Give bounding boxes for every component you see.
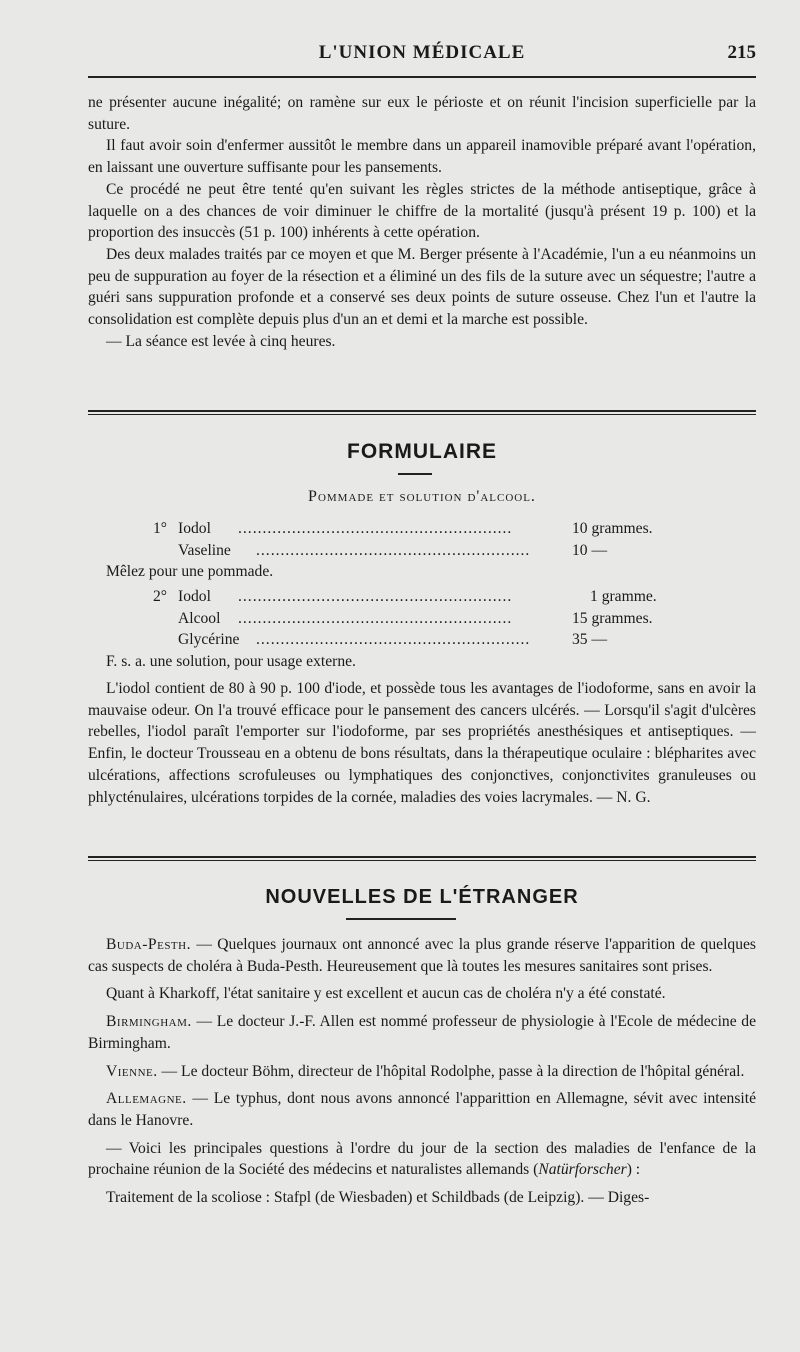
ingredient-name: Iodol — [178, 520, 211, 537]
news-place: Allemagne. — [106, 1090, 187, 1108]
news-text: — Quelques journaux ont annoncé avec la plus grande réserve l'apparition de quelques cas suspects de choléra à Buda-Pesth. Heureusement que là toutes les mesures sanitaires sont prises. — [88, 936, 756, 975]
news-text: — Le docteur Böhm, directeur de l'hôpital Rodolphe, passe à la direction de l'hôpital général. — [157, 1062, 745, 1080]
dot-leader: ........................................................ — [238, 588, 513, 605]
recipe-line — [88, 540, 756, 562]
news-place: Buda-Pesth. — [106, 936, 191, 953]
recipe-line — [88, 629, 756, 651]
news-term: Natürforscher — [538, 1161, 627, 1179]
ingredient-quantity: 15 grammes. — [572, 609, 653, 627]
dot-leader: ........................................................ — [238, 609, 513, 627]
recipe-instruction: Mêlez pour une pommade. — [106, 563, 274, 581]
recipe-pommade — [88, 518, 756, 583]
nouvelles-heading-underline — [346, 918, 456, 920]
page-header — [88, 42, 756, 72]
running-title: L'UNION MÉDICALE — [318, 42, 526, 63]
news-text: — Voici les principales questions à l'ordre du jour de la section des maladies de l'enfance de la prochaine réunion de la Société des médecins et naturalistes allemands ( — [88, 1139, 756, 1179]
page-number: 215 — [727, 42, 756, 63]
news-text: Quant à Kharkoff, l'état sanitaire y est excellent et aucun cas de choléra n'y a été constaté. — [106, 985, 666, 1003]
news-item — [88, 983, 756, 1005]
ingredient-name: Iodol — [178, 588, 211, 605]
formulaire-body — [88, 678, 756, 808]
intro-paragraph: ne présenter aucune inégalité; on ramène sur eux le périoste et on réunit l'incision superficielle par la suture. — [88, 94, 756, 133]
recipe-line — [88, 586, 756, 608]
recipe-line — [88, 608, 756, 630]
news-item — [88, 1061, 756, 1083]
nouvelles-text — [88, 934, 756, 1215]
dot-leader: ........................................................ — [256, 541, 531, 559]
ingredient-quantity: 35 — — [572, 631, 608, 649]
nouvelles-heading: NOUVELLES DE L'ÉTRANGER — [265, 886, 579, 908]
news-place: Vienne. — [106, 1062, 158, 1080]
news-item — [88, 1088, 756, 1131]
ingredient-quantity: 10 grammes. — [572, 520, 653, 537]
intro-paragraph: Il faut avoir soin d'enfermer aussitôt le membre dans un appareil inamovible préparé avant l'opération, en laissant une ouverture suffisante pour les pansements. — [88, 137, 756, 177]
dot-leader: ........................................................ — [238, 520, 513, 537]
formulaire-paragraph: L'iodol contient de 80 à 90 p. 100 d'iode, et possède tous les avantages de l'iodoforme, sans en avoir la mauvaise odeur. On l'a trouvé efficace pour le pansement des cancers ulcérés. — Lorsqu'il s'agit d'ulcères rebelles, l'iodol paraît l'emporter sur l'iodoforme, par ses propriétés anesthésiques et antiseptiques. — Enfin, le docteur Trousseau en a obtenu de bons résultats, dans la thérapeutique oculaire : blépharites avec ulcérations, affections scrofuleuses ou lymphatiques des conjonctives, conjonctivites granuleuses ou phlycténulaires, ulcérations torpides de la cornée, maladies des voies lacrymales. — N. G. — [88, 680, 756, 806]
intro-text — [88, 92, 756, 352]
intro-paragraph: Des deux malades traités par ce moyen et que M. Berger présente à l'Académie, l'un a eu néanmoins un peu de suppuration au foyer de la résection et a éliminé un des fils de la suture avec un séquestre; l'autre a guéri sans suppuration profonde et a conservé ses deux points de suture osseuse. Chez l'un et l'autre la consolidation est complète depuis plus d'un an et demi et la marche est possible. — [88, 245, 756, 329]
formulaire-heading: FORMULAIRE — [347, 440, 497, 463]
section-divider-top — [88, 856, 756, 858]
recipe-number: 1° — [153, 520, 168, 537]
formulaire-heading-underline — [398, 473, 432, 475]
recipe-solution — [88, 586, 756, 673]
news-place: Birmingham. — [106, 1013, 192, 1031]
news-item — [88, 1138, 756, 1181]
news-text: ) : — [626, 1161, 641, 1179]
intro-paragraph: Ce procédé ne peut être tenté qu'en suivant les règles strictes de la méthode antiseptique, grâce à laquelle on a des chances de voir diminuer le chiffre de la mortalité (jusqu'à présent 19 p. 100) et la proportion des insuccès (51 p. 100) inhérents à cette opération. — [88, 180, 756, 242]
dot-leader: ........................................................ — [256, 631, 531, 649]
formulaire-subtitle: Pommade et solution d'alcool. — [308, 488, 536, 505]
news-item: Traitement de la scoliose : Stafpl (de Wiesbaden) et Schildbads (de Leipzig). — Diges- — [106, 1189, 650, 1207]
news-text: — Le typhus, dont nous avons annoncé l'apparittion en Allemagne, sévit avec intensité dans le Hanovre. — [88, 1090, 756, 1129]
ingredient-name: Glycérine — [178, 631, 240, 649]
news-text: — Le docteur J.-F. Allen est nommé professeur de physiologie à l'Ecole de médecine de Birmingham. — [88, 1013, 756, 1052]
recipe-instruction: F. s. a. une solution, pour usage externe. — [106, 653, 356, 671]
ingredient-quantity: 1 gramme. — [590, 588, 657, 605]
ingredient-quantity: 10 — — [572, 541, 608, 559]
ingredient-name: Alcool — [178, 609, 221, 627]
news-item — [88, 1011, 756, 1054]
news-item — [88, 934, 756, 977]
ingredient-name: Vaseline — [178, 541, 231, 559]
recipe-number: 2° — [153, 588, 168, 605]
section-divider-top — [88, 410, 756, 412]
section-divider-bottom — [88, 414, 756, 415]
header-rule — [88, 76, 756, 78]
recipe-line — [88, 518, 756, 540]
intro-paragraph: — La séance est levée à cinq heures. — [106, 332, 336, 350]
section-divider-bottom — [88, 860, 756, 861]
